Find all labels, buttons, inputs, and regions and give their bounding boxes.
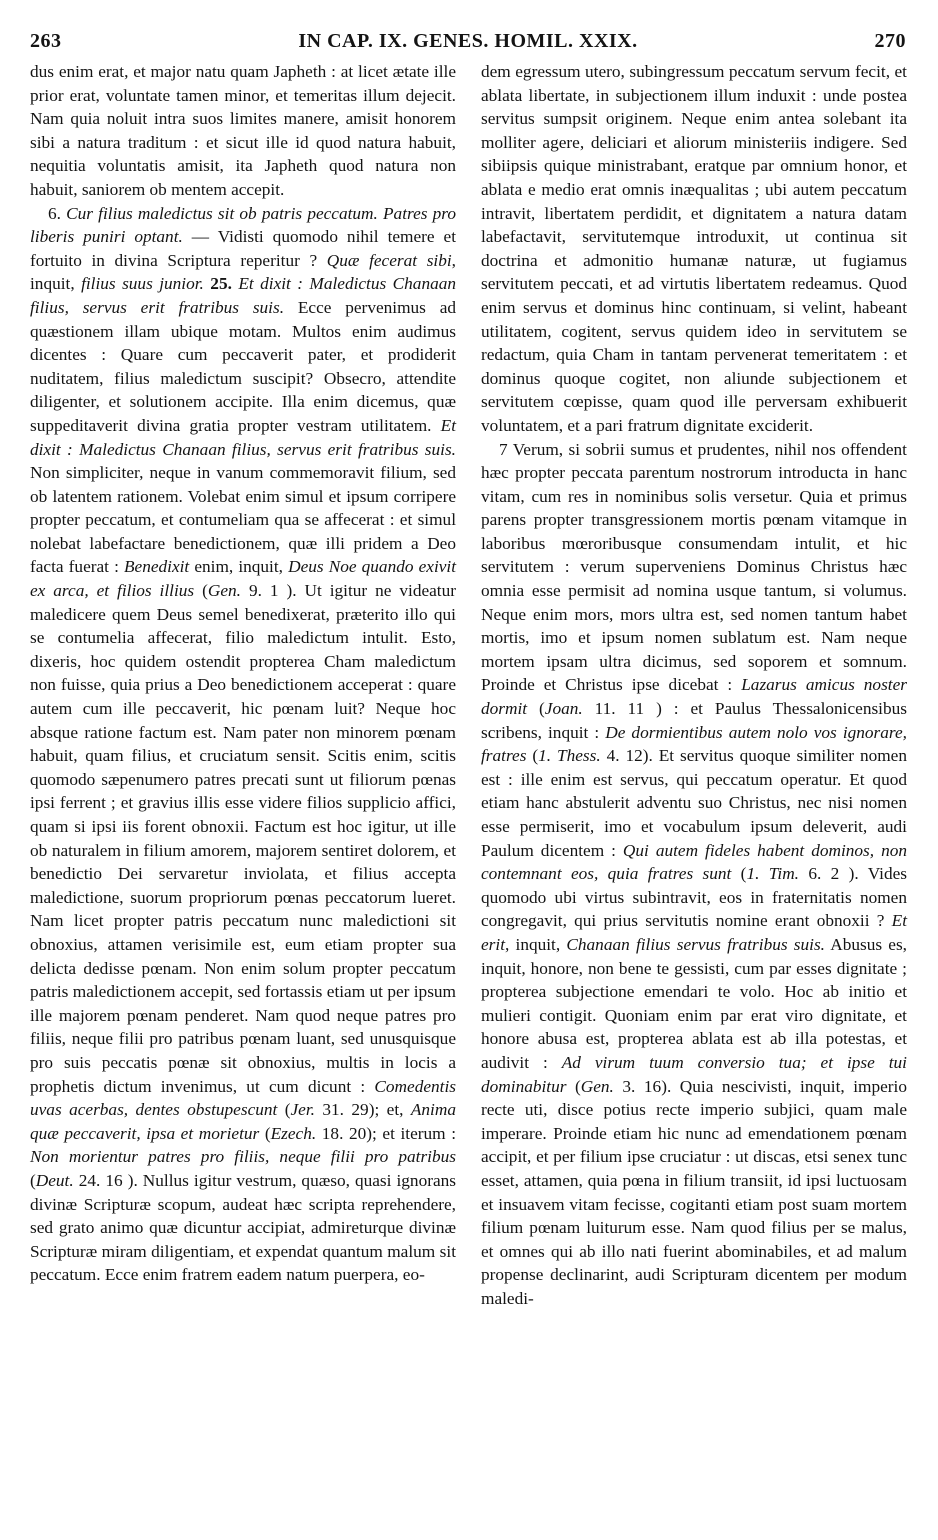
citation-book: Jer.: [290, 1100, 315, 1120]
citation-numbers: 31. 29: [314, 1100, 369, 1120]
scripture-quote: Ad virum tuum conversio tua; et ipse tui dominabitur: [481, 1052, 907, 1096]
paragraph: dem egressum utero, subingressum peccatum servum fecit, et ablata libertate, in subjectionem illum induxit : unde postea servitus sumpsit originem. Neque enim antea solebant ita molliter agere, deliciari et aliorum ministeriis indigere. Sed sibiipsis quique ministrabant, eratque par omnium honor, et ablata e medio erat omnis inæqualitas ; ubi autem peccatum intravit, libertatem perdidit, et dignitatem a natura datam labefactavit, servitutemque introduxit, ut continua sit doctrina et admonitio humanæ naturæ, ut fugiamus servitutem peccati, et ad virtutis libertatem redeamus. Quod enim servus et dominus hinc continuam, si velint, habeant utilitatem, cogitent, servus quidem ideo in servitutem se redactum, quia Cham in tantam pervenerat temeritatem : et dominus quoque cogitet, non aliunde subjectionem et servitutem cœpisse, quam quod ille perversam exhibuerit voluntatem, et a pari fratrum dignitate exciderit.: [481, 62, 907, 435]
running-title: IN CAP. IX. GENES. HOMIL. XXIX.: [298, 30, 638, 52]
text-run: ). Ut igitur ne videatur maledicere quem Deus semel benedixerat, præterito illo qui se contumelia affecerat, filio maledictum intulit. Esto, dixeris, hoc quidem ostendit propterea Cham maledictum non fuisse, quia prius a Deo benedictionem acceperat : quare autem cum ille peccaverit, hic pœnam luit? Neque hoc absque ratione factum est. Nam pater non minorem pœnam habuit, quam filius, et cruciatum sensit. Scitis enim, scitis quomodo sæpenumero patres precati sunt ut filiorum pœnas ipsi ferrent ; et gravius illis esse videre filios supplicio affici, quam si ipsi iis forent obnoxii. Factum est hoc igitur, ut ille ob naturalem in filium amorem, majorem sentiret dolorem, et benedictio Dei servaretur inviolata, et filius accepta maledictione, suorum propriorum pœnas peccatorum lueret. Nam licet propter patris peccatum nunc maledictioni sit obnoxius, attamen verisimile est, eum etiam propter sua delicta dedisse pœnam. Non enim solum propter peccatum patris maledictionem accepit, sed fortassis etiam ut per ipsum ille majorem pœnam penderet. Nam quod neque patres pro filiis, neque filii pro patribus pœnam luant, sed unusquisque pro suis peccatis pœnæ sit obnoxius, multis in locis a prophetis dictum invenimus, ut cum dicunt :: [30, 581, 457, 1096]
text-run: Non simpliciter, neque in vanum commemoravit filium, sed ob latentem rationem. Volebat enim simul et ipsum corripere propter peccatum, et contumeliam qua se affecerat : et simul nolebat labefactare benedictionem, quæ illi pridem a Deo facta fuerat :: [30, 463, 456, 577]
citation-book: Joan.: [544, 699, 583, 719]
paragraph-6: 6. Cur filius maledictus sit ob patris peccatum. Patres pro liberis puniri optant. — Vidisti quomodo nihil temere et fortuito in divina Scriptura reperitur ? Quæ fecerat sibi, inquit, filius suus junior. 25. Et dixit : Maledictus Chanaan filius, servus erit fratribus suis. Ecce pervenimus ad quæstionem illam ubique motam. Multos enim audimus dicentes : Quare cum peccaverit pater, et prodiderit nuditatem, filius maledictum suscipit? Obsecro, attendite diligenter, et solutionem accipite. Illa enim dicemus, quæ suppeditaverit divina gratia propter vestram utilitatem. Et dixit : Maledictus Chanaan filius, servus erit fratribus suis. Non simpliciter, neque in vanum commemoravit filium, sed ob latentem rationem. Volebat enim simul et ipsum corripere propter peccatum, et contumeliam qua se affecerat : et simul nolebat labefactare benedictionem, quæ illi pridem a Deo facta fuerat : Benedixit enim, inquit, Deus Noe quando exivit ex arca, et filios illius (Gen. 9. 1 ). Ut igitur ne videatur maledicere quem Deus semel benedixerat, præterito illo qui se contumelia affecerat, filio maledictum intulit. Esto, dixeris, hoc quidem ostendit propterea Cham maledictum non fuisse, quia prius a Deo benedictionem acceperat : quare autem cum ille peccaverit, hic pœnam luit? Neque hoc absque ratione factum est. Nam pater non minorem pœnam habuit, quam filius, et cruciatum sensit. Scitis enim, scitis quomodo sæpenumero patres precati sunt ut filiorum pœnas ipsi ferrent ; et gravius illis esse videre filios supplicio affici, quam si ipsi iis forent obnoxii. Factum est hoc igitur, ut ille ob naturalem in filium amorem, majorem sentiret dolorem, et benedictio Dei servaretur inviolata, et filius accepta maledictione, suorum propriorum pœnas peccatorum lueret. Nam licet propter patris peccatum nunc maledictioni sit obnoxius, attamen verisimile est, eum etiam propter sua delicta dedisse pœnam. Non enim solum propter peccatum patris maledictionem accepit, sed fortassis etiam ut per ipsum ille majorem pœnam penderet. Nam quod neque patres pro filiis, neque filii pro patribus pœnam luant, sed unusquisque pro suis peccatis pœnæ sit obnoxius, multis in locis a prophetis dictum invenimus, ut cum dicunt : Comedentis uvas acerbas, dentes obstupescunt (Jer. 31. 29); et, Anima quæ peccaverit, ipsa et morietur (Ezech. 18. 20); et iterum : Non morientur patres pro filiis, neque filii pro patribus (Deut. 24. 16 ). Nullus igitur vestrum, quæso, quasi ignorans divinæ Scripturæ scopum, audeat hæc scripta reprehendere, sed grato animo quæ dicuntur accipiat, admireturque divinæ Scripturæ miram diligentiam, et expendat quantum malum sit peccatum. Ecce enim fratrem eadem natum puerpera, eo-: [30, 203, 457, 1285]
right-column: [481, 60, 907, 1310]
citation-numbers: 11. 11: [582, 699, 657, 719]
citation-book: Ezech.: [270, 1123, 317, 1143]
running-header: [30, 30, 906, 60]
citation-numbers: 3. 16: [613, 1076, 662, 1096]
scripture-quote: Comedentis uvas acerbas, dentes obstupescunt: [30, 1076, 456, 1120]
scripture-quote: Qui autem fideles habent dominos, non contemnant eos, quia fratres sunt: [481, 840, 907, 884]
citation-numbers: 18. 20: [316, 1123, 367, 1143]
citation-numbers: 24. 16: [73, 1170, 128, 1190]
scripture-quote: Et dixit : Maledictus Chanaan filius, servus erit fratribus suis.: [30, 274, 457, 317]
text-run: — Vidisti quomodo nihil temere et fortuito in divina Scriptura reperitur ?: [30, 227, 457, 270]
text-run: , inquit,: [30, 250, 456, 294]
citation-numbers: 9. 1: [240, 581, 287, 601]
scripture-quote: Deus Noe quando exivit ex arca, et filios illius: [30, 557, 457, 601]
section-number: 7: [499, 439, 508, 459]
verse-number: 25.: [203, 274, 239, 294]
section-heading: Cur filius maledictus sit ob patris peccatum. Patres pro liberis puniri optant.: [30, 203, 456, 247]
text-run: Verum, si sobrii sumus et prudentes, nihil nos offendent hæc propter peccata parentum nostrorum introducta in hanc vitam, cum res in nominibus solis versetur. Quia et primus parens propter transgressionem mortis pœnam vitamque in laboribus mœroribusque consumendam intulit, et hic servitutem : verum superveniens Dominus Christus hæc omnia esse permisit ad nomina usque tantum, si volumus. Neque enim mors, mors ultra est, sed nomen tantum habet mortis, imo et ipsum nomen sublatum est. Nam neque mortem ipsam ultra dicimus, sed soporem et somnum. Proinde et Christus ipse dicebat :: [481, 439, 907, 695]
text-run: ); et iterum :: [366, 1123, 456, 1143]
text-run: ). Quia nescivisti, inquit, imperio recte uti, disce potius recte imperio subjici, quam male imperare. Proinde etiam hic nunc ad emendationem pœnam accipit, et per filium ipse cruciatur : ut discas, etsi senex tunc esset, attamen, quia pœna in filium transiit, id ipsi luctuosam et insuavem vitam fecisse, cogitanti etiam post suam mortem filium pœnam luiturum esse. Nam quod filius per se malus, et omnes qui ab illo nati fuerint abominabiles, et ad malum propense declinarint, audi Scripturam dicentem per modum maledi-: [481, 1076, 907, 1308]
text-run: enim, inquit,: [189, 557, 289, 577]
text-run: ). Vides quomodo ubi virtus subintravit, eos in fraternitatis nomen congregavit, qui prius servitutis nomine erant obnoxii ?: [481, 864, 908, 931]
scripture-quote: De dormientibus autem nolo vos ignorare, fratres: [481, 722, 907, 766]
citation-book: Gen.: [580, 1076, 614, 1096]
left-column: [30, 60, 456, 1287]
citation-numbers: 6. 2: [799, 864, 849, 884]
section-number: 6.: [48, 203, 61, 223]
text-run: ). Nullus igitur vestrum, quæso, quasi ignorans divinæ Scripturæ scopum, audeat hæc scripta reprehendere, sed grato animo quæ dicuntur accipiat, admireturque divinæ Scripturæ miram diligentiam, et expendat quantum malum sit peccatum. Ecce enim fratrem eadem natum puerpera, eo-: [30, 1170, 456, 1285]
citation-numbers: 4. 12: [600, 746, 643, 766]
text-run: Abusus es, inquit, honore, non bene te gessisti, cum par esses dignitate ; propterea subjectione emendari te volo. Hoc ab initio et mulieri contigit. Quoniam enim par erat viro dignitate, et honore abusa est, propterea ablata est ab illa potestas, et audivit :: [481, 934, 907, 1072]
page-number-right: 270: [874, 30, 906, 52]
scripture-quote: Non morientur patres pro filiis, neque filii pro patribus: [30, 1147, 456, 1167]
scripture-quote: Et dixit : Maledictus Chanaan filius, servus erit fratribus suis.: [30, 415, 456, 459]
scripture-quote: Anima quæ peccaverit, ipsa et morietur: [30, 1100, 456, 1143]
text-run: ). Et servitus quoque similiter nomen est : ille enim est servus, qui peccatum operatur. Et quod etiam hanc abstulerit adventu suo Christus, nec nisi nomen esse permiserit, imo et vocabulum ipsum deleverit, audi Paulum dicentem :: [481, 746, 907, 860]
page-number-left: 263: [30, 30, 62, 52]
text-run: ); et,: [368, 1100, 411, 1120]
text-run: ) : et Paulus Thessalonicensibus scribens, inquit :: [481, 699, 907, 742]
scripture-quote: Et erit: [481, 911, 907, 954]
scripture-quote: Quæ fecerat sibi: [326, 250, 452, 270]
scripture-quote: Benedixit: [123, 557, 190, 577]
citation-book: 1. Thess.: [538, 746, 601, 766]
paragraph: dus enim erat, et major natu quam Japheth : at licet ætate ille prior erat, voluntate tamen minor, et temeritas illum dejecit. Nam quia noluit intra suos limites manere, amisit honorem sibi a natura traditum : et sicut ille id quod natura habuit, nequitia voluntatis amisit, ita Japheth quod natura non habuit, saniorem ob mentem accepit.: [30, 62, 456, 199]
paragraph-7: 7 Verum, si sobrii sumus et prudentes, nihil nos offendent hæc propter peccata parentum nostrorum introducta in hanc vitam, cum res in nominibus solis versetur. Quia et primus parens propter transgressionem mortis pœnam vitamque in laboribus mœroribusque consumendam intulit, et hic servitutem : verum superveniens Dominus Christus hæc omnia esse permisit ad nomina usque tantum, si volumus. Neque enim mors, mors ultra est, sed nomen tantum habet mortis, imo et ipsum nomen sublatum est. Nam neque mortem ipsam ultra dicimus, sed soporem et somnum. Proinde et Christus ipse dicebat : Lazarus amicus noster dormit (Joan. 11. 11 ) : et Paulus Thessalonicensibus scribens, inquit : De dormientibus autem nolo vos ignorare, fratres (1. Thess. 4. 12). Et servitus quoque similiter nomen est : ille enim est servus, qui peccatum operatur. Et quod etiam hanc abstulerit adventu suo Christus, nec nisi nomen esse permiserit, imo et vocabulum ipsum deleverit, audi Paulum dicentem : Qui autem fideles habent dominos, non contemnant eos, quia fratres sunt (1. Tim. 6. 2 ). Vides quomodo ubi virtus subintravit, eos in fraternitatis nomen congregavit, qui prius servitutis nomine erant obnoxii ? Et erit, inquit, Chanaan filius servus fratribus suis. Abusus es, inquit, honore, non bene te gessisti, cum par esses dignitate ; propterea subjectione emendari te volo. Hoc ab initio et mulieri contigit. Quoniam enim par erat viro dignitate, et honore abusa est, propterea ablata est ab illa potestas, et audivit : Ad virum tuum conversio tua; et ipse tui dominabitur (Gen. 3. 16). Quia nescivisti, inquit, imperio recte uti, disce potius recte imperio subjici, quam male imperare. Proinde etiam hic nunc ad emendationem pœnam accipit, et per filium ipse cruciatur : ut discas, etsi senex tunc esset, attamen, quia pœna in filium transiit, id ipsi luctuosam et insuavem vitam fecisse, cogitanti etiam post suam mortem filium pœnam luiturum esse. Nam quod filius per se malus, et omnes qui ab illo nati fuerint abominabiles, et ad malum propense declinarint, audi Scripturam dicentem per modum maledi-: [481, 439, 908, 1308]
citation-book: 1. Tim.: [746, 864, 799, 884]
citation-book: Gen.: [207, 581, 241, 601]
scripture-quote: Chanaan filius servus fratribus suis.: [566, 934, 825, 954]
scripture-quote: filius suus junior.: [81, 274, 204, 294]
text-run: , inquit,: [505, 934, 567, 954]
scripture-quote: Lazarus amicus noster dormit: [481, 675, 907, 719]
citation-book: Deut.: [35, 1170, 74, 1190]
text-run: Ecce pervenimus ad quæstionem illam ubique motam. Multos enim audimus dicentes : Quare cum peccaverit pater, et prodiderit nuditatem, filius maledictum suscipit? Obsecro, attendite diligenter, et solutionem accipite. Illa enim dicemus, quæ suppeditaverit divina gratia propter vestram utilitatem.: [30, 297, 457, 435]
